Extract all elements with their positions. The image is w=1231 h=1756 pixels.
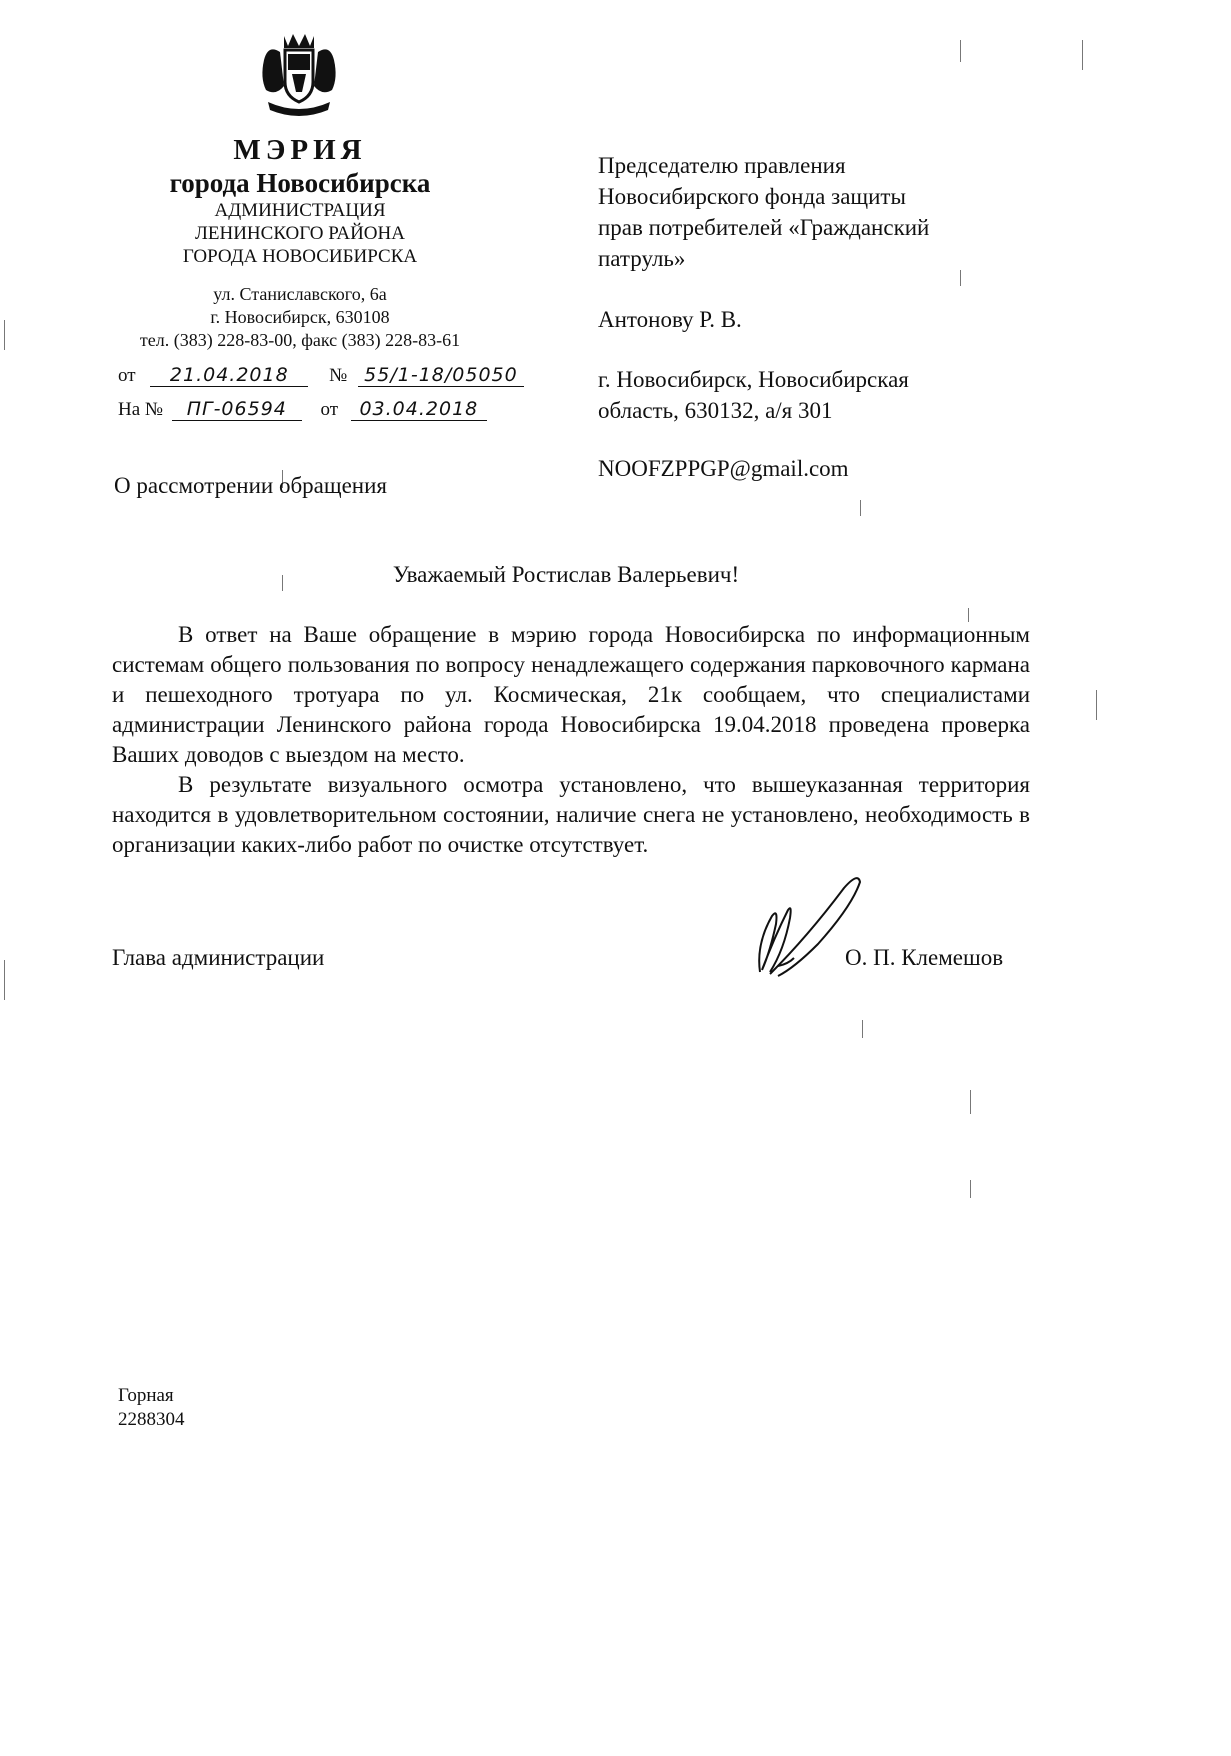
- coat-of-arms-emblem: [258, 30, 340, 116]
- signatory-name: О. П. Клемешов: [845, 945, 1004, 970]
- salutation: Уважаемый Ростислав Валерьевич!: [392, 562, 740, 587]
- number-label: №: [329, 365, 348, 386]
- org-city: города Новосибирска: [169, 168, 431, 198]
- registration-row: [118, 364, 524, 387]
- reply-date-label: от: [320, 399, 339, 420]
- address-line-1: ул. Станиславского, 6а: [213, 284, 387, 304]
- recipient-address-1: г. Новосибирск, Новосибирская: [598, 367, 909, 392]
- recipient-address-2: область, 630132, а/я 301: [598, 398, 833, 423]
- contacts-line: тел. (383) 228-83-00, факс (383) 228-83-61: [139, 330, 461, 350]
- executor-phone: 2288304: [118, 1409, 185, 1430]
- reply-number-label: На №: [118, 399, 164, 420]
- recipient-line-4: патруль»: [598, 246, 686, 271]
- registration-date: 21.04.2018: [150, 364, 308, 387]
- registration-number: 55/1-18/05050: [358, 364, 524, 387]
- signatory-title: Глава администрации: [112, 945, 325, 970]
- reply-number: ПГ-06594: [172, 398, 302, 421]
- recipient-email: NOOFZPPGP@gmail.com: [598, 456, 849, 481]
- body-paragraph-2: В результате визуального осмотра установлено, что вышеуказанная территория находится в удовлетворительном состоянии, наличие снега не установлено, необходимость в организации каких-либо работ по очистке отсутствует.: [112, 772, 1030, 857]
- letter-subject: О рассмотрении обращения: [114, 473, 387, 498]
- recipient-line-3: прав потребителей «Гражданский: [598, 215, 930, 240]
- date-label: от: [118, 365, 136, 386]
- recipient-name: Антонову Р. В.: [598, 307, 742, 332]
- dept-line-1: АДМИНИСТРАЦИЯ: [214, 200, 386, 221]
- org-name: МЭРИЯ: [233, 134, 367, 166]
- body-paragraph-1: В ответ на Ваше обращение в мэрию города Новосибирска по информационным системам общего пользования по вопросу ненадлежащего содержания парковочного кармана и пешеходного тротуара по ул. Космическая, 21к сообщаем, что специалистами администрации Ленинского района города Новосибирска 19.04.2018 проведена проверка Ваших доводов с выездом на место.: [112, 622, 1030, 767]
- dept-line-3: ГОРОДА НОВОСИБИРСКА: [182, 246, 418, 267]
- letter-body: [112, 620, 1030, 860]
- recipient-line-1: Председателю правления: [598, 153, 846, 178]
- address-line-2: г. Новосибирск, 630108: [210, 307, 390, 327]
- reply-row: [118, 398, 487, 421]
- executor-name: Горная: [118, 1385, 174, 1406]
- reply-date: 03.04.2018: [351, 398, 487, 421]
- dept-line-2: ЛЕНИНСКОГО РАЙОНА: [195, 223, 405, 244]
- recipient-line-2: Новосибирского фонда защиты: [598, 184, 906, 209]
